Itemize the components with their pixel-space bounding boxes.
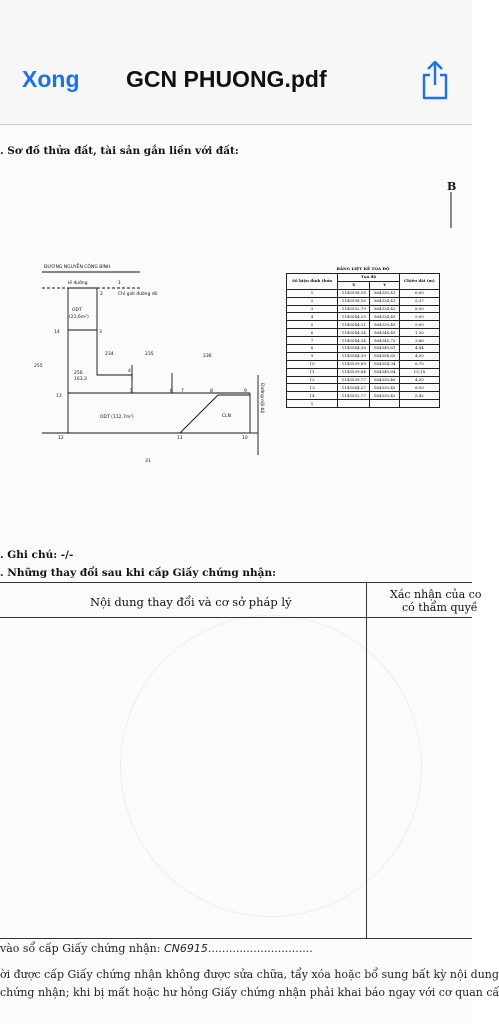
coord-cell-n: 10 bbox=[287, 360, 338, 368]
coord-cell-y: 564354,65 bbox=[370, 352, 399, 360]
coord-cell-y: 564345,75 bbox=[370, 337, 399, 345]
coord-cell-y bbox=[370, 400, 399, 408]
coord-row bbox=[287, 376, 440, 384]
map-odt-top-area: (21,6m²) bbox=[69, 315, 89, 320]
coord-cell-y: 564349,61 bbox=[370, 345, 399, 353]
registry-number: CN6915 bbox=[163, 942, 208, 955]
done-button[interactable]: Xong bbox=[22, 66, 80, 92]
changes-col-confirm-2: có thẩm quyề bbox=[402, 601, 478, 614]
coord-cell-n: 11 bbox=[287, 368, 338, 376]
file-title: GCN PHUONG.pdf bbox=[126, 66, 327, 92]
map-parcel-256: 256 bbox=[74, 371, 83, 376]
coord-cell-y: 564354,34 bbox=[370, 360, 399, 368]
coord-cell-n: 7 bbox=[287, 337, 338, 345]
coord-cell-x bbox=[338, 400, 370, 408]
map-point: 7 bbox=[181, 389, 184, 394]
coord-cell-x: 1145544,39 bbox=[338, 352, 370, 360]
coord-cell-n: 9 bbox=[287, 352, 338, 360]
registry-dots: .............................. bbox=[207, 942, 313, 955]
map-point: 14 bbox=[54, 330, 60, 335]
coord-cell-y: 564330,46 bbox=[370, 376, 399, 384]
coord-cell-y: 564344,45 bbox=[370, 329, 399, 337]
coord-cell-l: 8,50 bbox=[399, 384, 439, 392]
map-point-labels bbox=[54, 280, 248, 441]
coord-cell-n: 14 bbox=[287, 392, 338, 400]
map-nb-31: 31 bbox=[145, 459, 151, 464]
coord-cell-x: 1145544,36 bbox=[338, 345, 370, 353]
coord-header-num: Số hiệu đỉnh thửa bbox=[287, 274, 338, 290]
coord-cell-x: 1145544,27 bbox=[338, 384, 370, 392]
map-point: 1 bbox=[118, 281, 121, 286]
coord-header-x: X bbox=[338, 281, 370, 289]
coord-cell-y: 564330,45 bbox=[370, 384, 399, 392]
coord-row bbox=[287, 321, 440, 329]
coord-table bbox=[286, 273, 440, 408]
coord-row bbox=[287, 392, 440, 400]
coord-cell-n: 13 bbox=[287, 384, 338, 392]
north-label: B bbox=[447, 180, 457, 193]
coord-cell-l: 1,30 bbox=[399, 329, 439, 337]
map-point: 11 bbox=[177, 436, 183, 441]
coord-cell-l: 5,00 bbox=[399, 313, 439, 321]
coord-cell-x: 1145552,79 bbox=[338, 305, 370, 313]
coord-cell-l: 8,50 bbox=[399, 305, 439, 313]
coord-cell-n: 3 bbox=[287, 305, 338, 313]
warning-line-2: chứng nhận; khi bị mất hoặc hư hỏng Giấy chứng nhận phải khai báo ngay với cơ quan cấ bbox=[0, 986, 499, 999]
coord-row bbox=[287, 337, 440, 345]
changes-header-divider bbox=[0, 617, 472, 618]
coord-row bbox=[287, 360, 440, 368]
coord-row bbox=[287, 297, 440, 305]
coord-cell-l: 5,37 bbox=[399, 297, 439, 305]
coord-row bbox=[287, 352, 440, 360]
coord-row bbox=[287, 384, 440, 392]
coord-cell-x: 1145539,89 bbox=[338, 360, 370, 368]
coord-cell-n: 8 bbox=[287, 345, 338, 353]
map-point: 3 bbox=[99, 330, 102, 335]
coord-cell-n: 5 bbox=[287, 321, 338, 329]
coord-cell-x: 1145558,16 bbox=[338, 297, 370, 305]
coord-cell-l: 3,86 bbox=[399, 337, 439, 345]
coord-cell-l: 5,00 bbox=[399, 321, 439, 329]
coord-row bbox=[287, 329, 440, 337]
coord-row bbox=[287, 313, 440, 321]
coord-table-title: BẢNG LIỆT KÊ TỌA ĐỘ bbox=[336, 266, 390, 271]
map-cln: CLN bbox=[222, 414, 232, 419]
map-section-heading: . Sơ đồ thửa đất, tài sản gắn liền với đất: bbox=[0, 145, 239, 157]
coord-cell-x: 1145539,77 bbox=[338, 376, 370, 384]
coord-cell-y: 564330,41 bbox=[370, 289, 399, 297]
coord-header-length: Chiều dài (m) bbox=[399, 274, 439, 290]
registry-prefix: vào sổ cấp Giấy chứng nhận: bbox=[0, 942, 161, 955]
map-odt-bottom: ODT (112,7m²) bbox=[100, 415, 134, 420]
coord-cell-l: 4,84 bbox=[399, 345, 439, 353]
coord-row bbox=[287, 305, 440, 313]
changes-heading: . Những thay đổi sau khi cấp Giấy chứng nhận: bbox=[0, 567, 276, 579]
coord-cell-y: 564345,64 bbox=[370, 368, 399, 376]
notes-line: . Ghi chú: -/- bbox=[0, 549, 74, 561]
coord-header-coord: Tọa độ bbox=[338, 274, 400, 282]
coord-cell-x: 1145544,34 bbox=[338, 337, 370, 345]
map-road-label: ĐƯỜNG NGUYỄN CÔNG BÌNH bbox=[44, 265, 111, 270]
map-point: 2 bbox=[100, 292, 103, 297]
coord-cell-n: 1 bbox=[287, 400, 338, 408]
map-point: 8 bbox=[210, 389, 213, 394]
map-le-duong: lề đường bbox=[68, 281, 88, 286]
changes-table bbox=[0, 582, 482, 939]
north-arrow-icon bbox=[440, 170, 462, 230]
changes-column-divider bbox=[366, 583, 367, 938]
share-icon[interactable] bbox=[418, 58, 452, 102]
map-point: 10 bbox=[242, 436, 248, 441]
coord-row bbox=[287, 368, 440, 376]
coord-cell-x: 1145544,34 bbox=[338, 329, 370, 337]
coord-cell-x: 1145544,31 bbox=[338, 321, 370, 329]
coord-cell-y: 564334,42 bbox=[370, 305, 399, 313]
map-odt-top: ODT bbox=[72, 308, 82, 313]
map-point: 4 bbox=[128, 369, 131, 374]
coord-cell-n: 4 bbox=[287, 313, 338, 321]
coord-cell-x: 1145552,77 bbox=[338, 392, 370, 400]
coord-cell-y: 564334,45 bbox=[370, 313, 399, 321]
coord-row bbox=[287, 345, 440, 353]
map-nb-236: 236 bbox=[203, 354, 212, 359]
coord-cell-n: 2 bbox=[287, 297, 338, 305]
map-point: 6 bbox=[170, 389, 173, 394]
coord-cell-y: 564339,45 bbox=[370, 321, 399, 329]
coord-header-y: Y bbox=[370, 281, 399, 289]
coord-cell-l: 4,50 bbox=[399, 376, 439, 384]
coord-cell-l bbox=[399, 400, 439, 408]
coord-cell-l: 8,70 bbox=[399, 360, 439, 368]
coord-row bbox=[287, 289, 440, 297]
coord-cell-y: 564330,42 bbox=[370, 392, 399, 400]
coord-cell-x: 1145558,18 bbox=[338, 289, 370, 297]
map-nb-255: 255 bbox=[34, 364, 43, 369]
coord-cell-n: 1 bbox=[287, 289, 338, 297]
map-nb-234: 234 bbox=[105, 352, 114, 357]
coord-cell-l: 15,18 bbox=[399, 368, 439, 376]
changes-col-content: Nội dung thay đổi và cơ sở pháp lý bbox=[90, 595, 292, 609]
coord-cell-x: 1145539,84 bbox=[338, 368, 370, 376]
map-point: 5 bbox=[130, 389, 133, 394]
registry-line bbox=[0, 942, 313, 955]
coord-cell-x: 1145544,29 bbox=[338, 313, 370, 321]
coord-row bbox=[287, 400, 440, 408]
warning-line-1: ời được cấp Giấy chứng nhận không được sửa chữa, tẩy xóa hoặc bổ sung bất kỳ nội dung bbox=[0, 968, 499, 981]
map-lane: Đường nội bộ bbox=[259, 383, 264, 414]
coord-cell-n: 6 bbox=[287, 329, 338, 337]
map-parcel-256-area: 163,3 bbox=[74, 377, 87, 382]
map-point: 12 bbox=[58, 436, 64, 441]
map-nb-235: 235 bbox=[145, 352, 154, 357]
map-point: 9 bbox=[244, 389, 247, 394]
coord-cell-n: 12 bbox=[287, 376, 338, 384]
map-point: 13 bbox=[56, 394, 62, 399]
coord-cell-l: 6,00 bbox=[399, 289, 439, 297]
parcel-map bbox=[30, 255, 280, 470]
coord-cell-l: 5,42 bbox=[399, 392, 439, 400]
pdf-viewer-toolbar bbox=[0, 0, 472, 125]
coord-cell-l: 4,50 bbox=[399, 352, 439, 360]
coord-cell-y: 564334,41 bbox=[370, 297, 399, 305]
map-chi-gioi: Chỉ giới đường đỏ bbox=[118, 292, 158, 297]
changes-col-confirm-1: Xác nhận của co bbox=[390, 588, 482, 601]
